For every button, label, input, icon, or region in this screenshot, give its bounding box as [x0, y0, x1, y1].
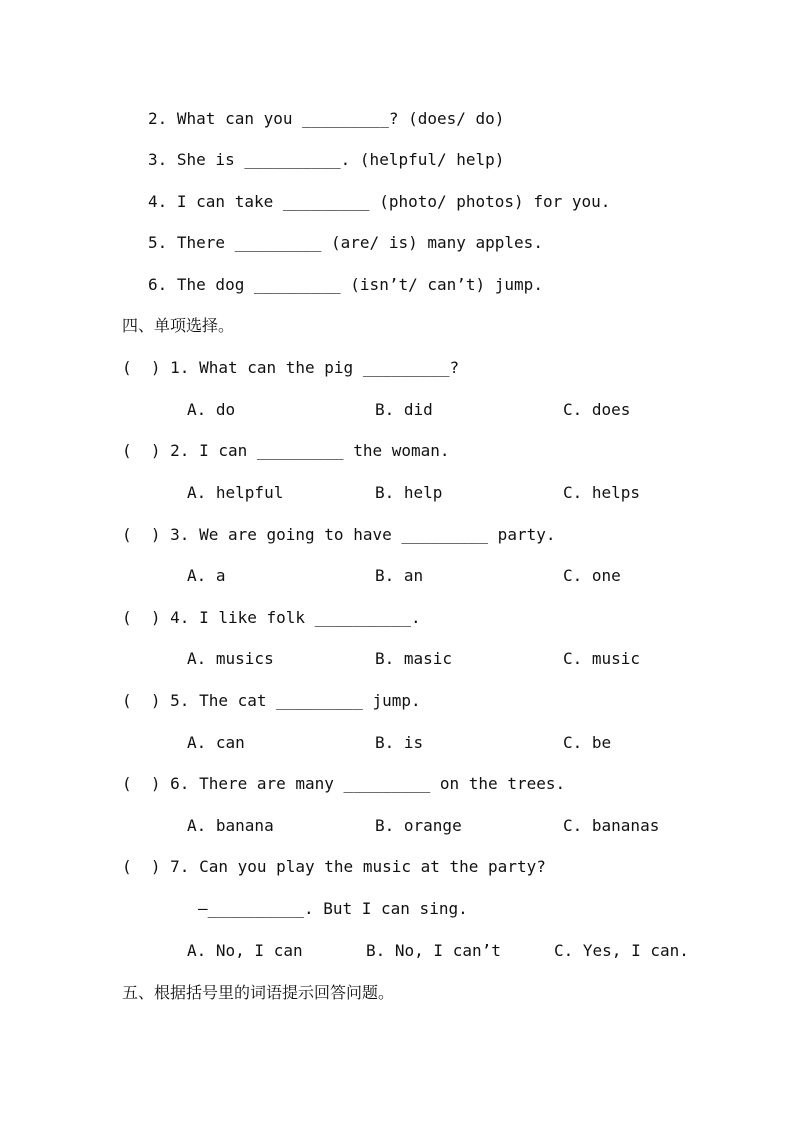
section-4-heading: 四、单项选择。: [122, 316, 235, 335]
question-6-option-a: A. banana: [187, 816, 274, 835]
question-1-option-b: B. did: [375, 400, 433, 419]
question-3-stem: ( ) 3. We are going to have _________ party.: [122, 525, 556, 544]
fill-in-item-3: 3. She is __________. (helpful/ help): [148, 150, 505, 169]
question-5-stem: ( ) 5. The cat _________ jump.: [122, 691, 421, 710]
question-7-answer-line: —__________. But I can sing.: [198, 899, 468, 918]
fill-in-item-5: 5. There _________ (are/ is) many apples.: [148, 233, 543, 252]
question-6-stem: ( ) 6. There are many _________ on the trees.: [122, 774, 566, 793]
question-3-option-b: B. an: [375, 566, 424, 585]
question-4-option-c: C. music: [563, 649, 641, 668]
question-2-option-a: A. helpful: [187, 483, 284, 502]
fill-in-item-2: 2. What can you _________? (does/ do): [148, 109, 505, 128]
question-5-option-c: C. be: [563, 733, 612, 752]
question-4-stem: ( ) 4. I like folk __________.: [122, 608, 421, 627]
question-7-stem: ( ) 7. Can you play the music at the party?: [122, 857, 546, 876]
question-7-option-b: B. No, I can’t: [366, 941, 501, 960]
question-5-option-b: B. is: [375, 733, 424, 752]
section-5-heading: 五、根据括号里的词语提示回答问题。: [122, 983, 395, 1002]
question-3-option-c: C. one: [563, 566, 621, 585]
question-2-stem: ( ) 2. I can _________ the woman.: [122, 441, 450, 460]
question-4-option-b: B. masic: [375, 649, 453, 668]
fill-in-item-4: 4. I can take _________ (photo/ photos) for you.: [148, 192, 611, 211]
question-7-option-c: C. Yes, I can.: [554, 941, 689, 960]
question-2-option-c: C. helps: [563, 483, 641, 502]
question-1-option-c: C. does: [563, 400, 631, 419]
question-3-option-a: A. a: [187, 566, 226, 585]
question-6-option-b: B. orange: [375, 816, 462, 835]
question-6-option-c: C. bananas: [563, 816, 660, 835]
question-7-option-a: A. No, I can: [187, 941, 303, 960]
question-4-option-a: A. musics: [187, 649, 274, 668]
question-1-option-a: A. do: [187, 400, 236, 419]
question-2-option-b: B. help: [375, 483, 443, 502]
fill-in-item-6: 6. The dog _________ (isn’t/ can’t) jump.: [148, 275, 543, 294]
question-5-option-a: A. can: [187, 733, 245, 752]
question-1-stem: ( ) 1. What can the pig _________?: [122, 358, 460, 377]
